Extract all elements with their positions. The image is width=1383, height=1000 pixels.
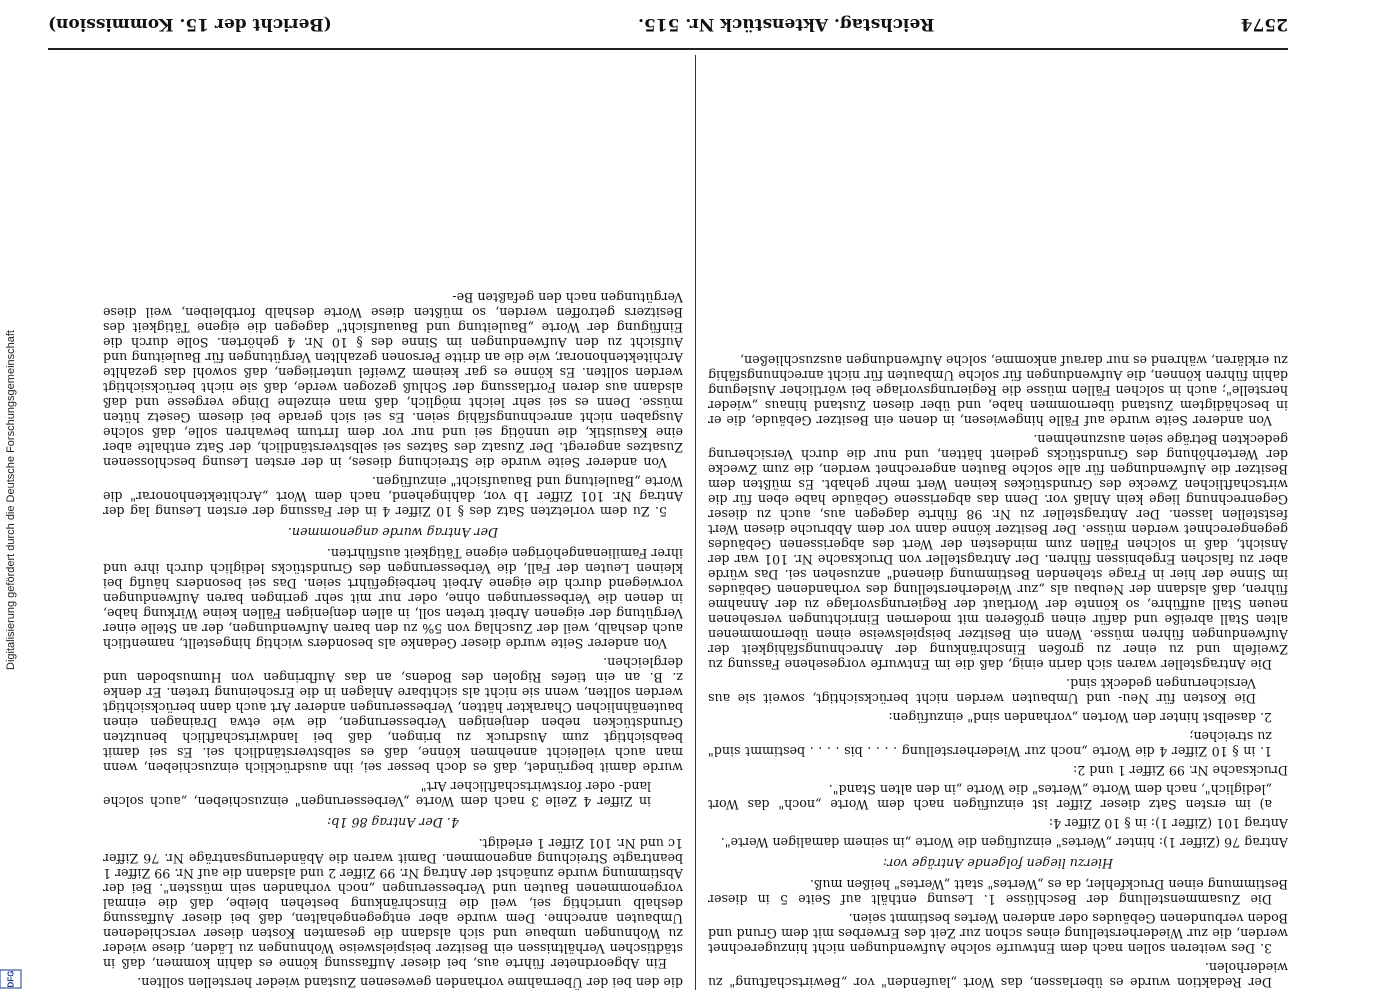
right-column — [103, 55, 683, 990]
paragraph: 2. daselbst hinter den Worten „vorhanden sind" einzufügen: — [888, 710, 1272, 725]
paragraph: Die Zusammenstellung der Beschlüsse 1. Lesung enthält auf Seite 5 in dieser Bestimmung einen Druckfehler, da es „Wertes" statt „Wertes" heißen muß. — [708, 877, 1288, 907]
dfg-logo-icon: DFG — [0, 970, 22, 989]
paragraph: 5. Zu dem vorletzten Satz des § 10 Ziffer 4 in der Fassung der ersten Lesung lag der Antrag Nr. 101 Ziffer 1b vor, dahingehend, nach dem Wort „Architektenhonorar" die Worte „Bauleitung und Bauaufsicht" einzufügen. — [103, 474, 683, 519]
paragraph: wurde damit begründet, daß es doch besser sei, ihn ausdrücklich einzuschieben, wenn man auch vielleicht annehmen könne, daß es selbstverständlich sei. Es sei damit beabsichtigt zum Ausdruck zu bringen, daß bei landwirtschaftlich benutzten Grundstücken neben denjenigen Verbesserungen, die wie etwa Drainagen einen bautenähnlichen Charakter hätten, Verbesserungen anderer Art auch dann berücksichtigt werden sollten, wenn sie nicht als sichtbare Anlagen in die Erscheinung treten. Er denke z. B. an ein tiefes Rigolen des Bodens, an das Aufbringen von Humusboden und dergleichen. — [103, 655, 683, 775]
header-report: (Bericht der 15. Kommission) — [48, 14, 332, 34]
paragraph: Hierzu liegen folgende Anträge vor: — [882, 856, 1114, 871]
paragraph: 4. Der Antrag 86 1b: — [327, 815, 459, 830]
paragraph: in Ziffer 4 Zeile 3 nach dem Worte „Verbesserungen" einzuschieben, „auch solche land- oder forstwirtschaftlicher Art" — [103, 779, 651, 809]
paragraph: Antrag 101 (Ziffer 1): in § 10 Ziffer 4: — [1048, 816, 1288, 831]
paragraph: Antrag 76 (Ziffer 1): hinter „Wertes" einzufügen die Worte „in seinem damaligen Werte". — [720, 835, 1288, 850]
paragraph: die den bei der Übernahme vorhanden gewesenen Zustand wieder herstellen sollten. — [137, 975, 683, 990]
header-rule — [48, 48, 1288, 50]
left-column — [708, 55, 1288, 990]
paragraph: Die Kosten für Neu- und Umbauten werden nicht berücksichtigt, soweit sie aus Versicherungen gedeckt sind. — [708, 676, 1256, 706]
paragraph: Der Redaktion wurde es überlassen, das Wort „laufenden" vor „Bewirtschaftung" zu wiederholen. — [708, 960, 1288, 990]
paragraph: Drucksache Nr. 99 Ziffer 1 und 2: — [1073, 763, 1288, 778]
column-rule — [695, 55, 696, 990]
scanned-page — [30, 0, 1383, 1000]
header-title: Reichstag. Aktenstück Nr. 515. — [638, 14, 935, 34]
paragraph: Von anderer Seite wurde dieser Gedanke als besonders wichtig hingestellt, namentlich auch deshalb, weil der Zuschlag von 5% zu den baren Aufwendungen, der an Stelle einer Vergütung der eigenen Arbeit treten soll, in allen denjenigen Fällen keine Wirkung habe, in denen die Verbesserungen ohne, oder nur mit sehr geringen baren Aufwendungen vorwiegend durch die eigene Arbeit herbeigeführt seien. Das sei besonders häufig bei kleinen Leuten der Fall, die Verbesserungen des Grundstücks lediglich durch ihre und ihrer Familienangehörigen eigene Tätigkeit ausführten. — [103, 546, 683, 651]
paragraph: 1. in § 10 Ziffer 4 die Worte „noch zur Wiederherstellung . . . . bis . . . . bestimmt sind" zu streichen; — [708, 729, 1272, 759]
paragraph: Von anderer Seite wurde die Streichung dieses, in der ersten Lesung beschlossenen Zusatzes angeregt. Der Zusatz des Satzes sei selbstverständlich, der Satz enthalte aber eine Kasuistik, die unnötig sei und nur vor dem Irrtum bewahren solle, daß solche Ausgaben nicht anrechnungsfähig seien. Es sei sich gerade bei diesem Gesetz hüten müsse. Denn es sei sehr leicht möglich, daß man einzelne Dinge vergesse und daß alsdann aus deren Fortlassung der Schluß gezogen werde, daß sie nicht berücksichtigt werden sollten. Es könne es gar keinem Zweifel unterliegen, daß sowohl das gezahlte Architektenhonorar, wie die an dritte Personen gezahlten Vergütungen für Bauleitung und Aufsicht zu den Aufwendungen im Sinne des § 10 Nr. 4 gehörten. Solle durch die Einfügung der Worte „Bauleitung und Bauaufsicht" dagegen die eigene Tätigkeit des Besitzers getroffen werden, so müßten diese Worte deshalb fortbleiben, weil diese Vergütungen nach den gefaßten Be- — [103, 290, 683, 470]
paragraph: a) im ersten Satz dieser Ziffer ist einzufügen nach dem Worte „noch" das Wort „lediglich", nach dem Worte „Wertes" die Worte „in den alten Stand". — [708, 782, 1272, 812]
paragraph: Ein Abgeordneter führte aus, bei dieser Auffassung könne es dahin kommen, daß in städtischen Verhältnissen ein Besitzer beispielsweise Wohnungen zu Läden, diese wieder zu Wohnungen umbaue und sich alsdann die gesamten Kosten dieser verschiedenen Umbauten anrechne. Dem wurde aber entgegengehalten, daß bei dieser Auffassung deshalb unrichtig sei, weil die Einschränkung bestehen bleibe, daß die einmal vorgenommenen Bauten und Verbesserungen „noch vorhanden sein müssten". Bei der Abstimmung wurde zunächst der Antrag Nr. 99 Ziffer 2 und alsdann die auf Nr. 99 Ziffer 1 beantragte Streichung angenommen. Damit waren die Abänderungsanträge Nr. 76 Ziffer 1c und Nr. 101 Ziffer 1 erledigt. — [103, 836, 683, 971]
side-strip — [0, 0, 22, 1000]
page-number: 2574 — [1240, 14, 1288, 34]
digitization-credit: Digitalisierung gefördert durch die Deutsche Forschungsgemeinschaft — [5, 330, 17, 670]
paragraph: 3. Des weiteren sollen nach dem Entwurfe solche Aufwendungen nicht hinzugerechnet werden, die zur Wiederherstellung eines schon zur Zeit des Erwerbes mit dem Grund und Boden verbundenen Gebäudes oder anderen Wertes bestimmt seien. — [708, 911, 1288, 956]
paragraph: Von anderer Seite wurde auf Fälle hingewiesen, in denen ein Besitzer Gebäude, die er in beschädigtem Zustand übernommen habe, und über diesen Zustand hinaus „wieder herstelle"; auch in solchen Fällen müsse die Regierungsvorlage bei wörtlicher Auslegung dahin führen können, die Aufwendungen für solche Umbauten für nicht anrechnungsfähig zu erklären, während es nur darauf ankomme, solche Aufwendungen auszuschließen, — [708, 353, 1288, 428]
paragraph: Der Antrag wurde angenommen. — [287, 525, 499, 540]
page-header — [48, 8, 1288, 40]
paragraph: Die Antragsteller waren sich darin einig, daß die im Entwurfe vorgesehene Fassung zu Zweifeln und zu einer zu großen Einschränkung der Anrechnungsfähigkeit der Aufwendungen führen müsse. Wenn ein Besitzer beispielsweise einen übernommenen alten Stall abreiße und dafür einen größeren mit modernen Einrichtungen versehenen neuen Stall aufführe, so könnte der Wortlaut der Regierungsvorlage zu der Annahme führen, daß alsdann der Neubau als „zur Wiederherstellung des vorhandenen Gebäudes im Sinne der hier in Frage stehenden Bestimmung dienend" anzusehen sei. Das würde aber zu falschen Ergebnissen führen. Der Antragsteller von Drucksache Nr. 101 war der Ansicht, daß in solchen Fällen zum mindesten der Wert des abgerissenen Gebäudes gegengerechnet werden müsse. Der Besitzer könne dann vor dem Abbruche diesen Wert feststellen lassen. Der Antragsteller zu Nr. 98 führte dagegen aus, auch zu dieser Gegenrechnung liege kein Anlaß vor. Denn das abgerissene Gebäude habe eben für die wirtschaftlichen Zwecke des Grundstückes keinen Wert mehr gehabt. Es müßten dem Besitzer die Aufwendungen für alle solche Bauten angerechnet werden, die zum Zwecke der Werterhöhung des Grundstücks gedient hätten, und nur die durch Versicherung gedeckten Beträge seien auszunehmen. — [708, 432, 1288, 672]
